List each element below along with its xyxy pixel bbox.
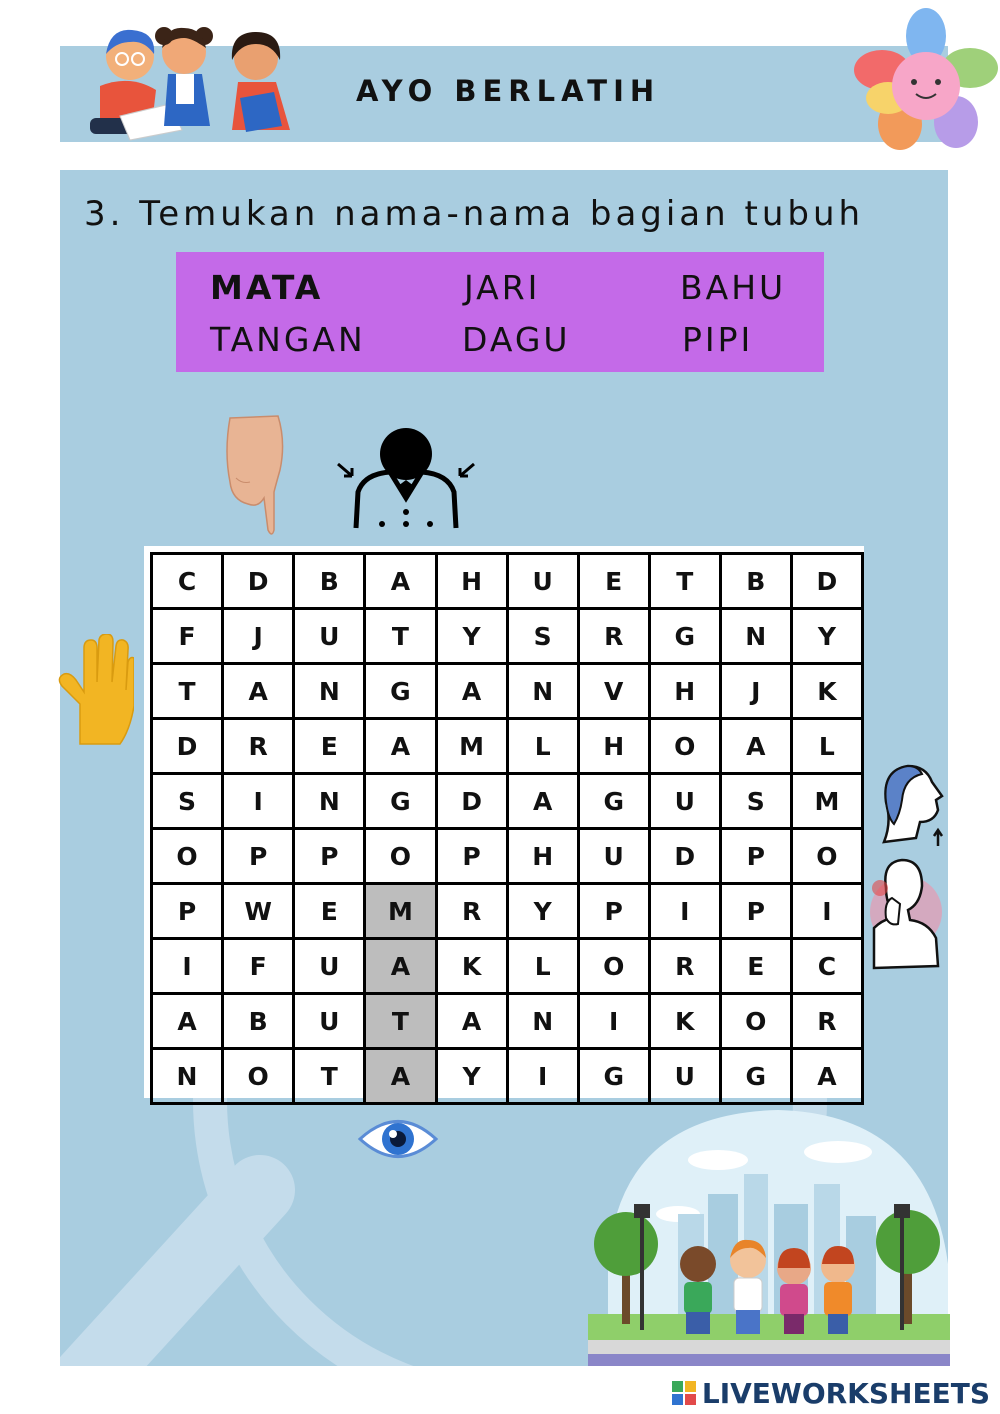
grid-cell[interactable]: I [649,884,720,939]
grid-row [152,994,863,1049]
grid-cell[interactable]: U [649,774,720,829]
grid-cell[interactable]: G [365,774,436,829]
eye-icon [356,1112,440,1166]
grid-cell[interactable]: I [223,774,294,829]
grid-cell[interactable]: A [365,554,436,609]
grid-cell[interactable]: A [223,664,294,719]
grid-cell[interactable]: L [791,719,862,774]
grid-row [152,664,863,719]
grid-cell[interactable]: H [436,554,507,609]
word-item: DAGU [462,320,571,359]
grid-cell[interactable]: D [649,829,720,884]
grid-cell[interactable]: P [720,884,791,939]
grid-cell[interactable]: A [436,994,507,1049]
grid-cell[interactable]: W [223,884,294,939]
grid-cell[interactable]: P [578,884,649,939]
word-bank [176,252,824,372]
liveworksheets-watermark [702,1377,990,1410]
grid-cell[interactable]: G [578,774,649,829]
grid-cell[interactable]: D [223,554,294,609]
grid-cell[interactable]: A [791,1049,862,1104]
grid-cell[interactable]: M [365,884,436,939]
grid-cell[interactable]: A [436,664,507,719]
grid-cell[interactable]: A [365,939,436,994]
kids-illustration [60,14,310,144]
grid-cell[interactable]: J [223,609,294,664]
grid-cell[interactable]: R [223,719,294,774]
grid-cell[interactable]: Y [507,884,578,939]
hand-icon [54,634,134,746]
grid-cell[interactable]: G [649,609,720,664]
grid-row [152,829,863,884]
grid-cell[interactable]: U [294,609,365,664]
word-item: MATA [210,268,324,307]
grid-cell[interactable]: P [223,829,294,884]
grid-cell[interactable]: R [436,884,507,939]
grid-cell[interactable]: S [720,774,791,829]
grid-cell[interactable]: H [507,829,578,884]
grid-cell[interactable]: O [720,994,791,1049]
grid-cell[interactable]: N [294,774,365,829]
flower-illustration [852,6,1000,156]
word-item: BAHU [680,268,787,307]
grid-cell[interactable]: I [152,939,223,994]
grid-cell[interactable]: S [152,774,223,829]
grid-cell[interactable]: B [294,554,365,609]
grid-cell[interactable]: V [578,664,649,719]
word-search-grid [144,546,864,1098]
grid-row [152,609,863,664]
grid-cell[interactable]: L [507,719,578,774]
grid-cell[interactable]: O [649,719,720,774]
grid-cell[interactable]: A [507,774,578,829]
grid-cell[interactable]: J [720,664,791,719]
grid-cell[interactable]: K [791,664,862,719]
liveworksheets-logo-icon [672,1381,696,1405]
grid-cell[interactable]: B [223,994,294,1049]
grid-cell[interactable]: T [649,554,720,609]
grid-cell[interactable]: P [294,829,365,884]
grid-cell[interactable]: A [365,1049,436,1104]
grid-cell[interactable]: I [578,994,649,1049]
grid-cell[interactable]: O [791,829,862,884]
finger-icon [222,412,292,538]
grid-cell[interactable]: Y [791,609,862,664]
grid-cell[interactable]: U [294,994,365,1049]
word-item: JARI [464,268,541,307]
grid-cell[interactable]: K [649,994,720,1049]
grid-cell[interactable]: N [294,664,365,719]
grid-cell[interactable]: O [578,939,649,994]
grid-cell[interactable]: P [436,829,507,884]
cheek-icon [862,858,946,970]
grid-cell[interactable]: N [720,609,791,664]
grid-row [152,884,863,939]
grid-cell[interactable]: G [720,1049,791,1104]
grid-cell[interactable]: G [365,664,436,719]
grid-cell[interactable]: S [507,609,578,664]
grid-cell[interactable]: N [507,994,578,1049]
grid-cell[interactable]: R [578,609,649,664]
grid-cell[interactable]: H [649,664,720,719]
grid-cell[interactable]: P [720,829,791,884]
grid-cell[interactable]: M [791,774,862,829]
grid-cell[interactable]: U [294,939,365,994]
grid-cell[interactable]: F [223,939,294,994]
grid-row [152,554,863,609]
grid-cell[interactable]: O [223,1049,294,1104]
grid-cell[interactable]: R [791,994,862,1049]
grid-cell[interactable]: A [152,994,223,1049]
park-illustration [588,1104,950,1366]
grid-row [152,719,863,774]
grid-cell[interactable]: E [720,939,791,994]
chin-icon [876,762,948,848]
grid-cell[interactable]: U [507,554,578,609]
grid-cell[interactable]: D [152,719,223,774]
letter-table [150,552,864,1105]
word-item: PIPI [682,320,754,359]
grid-cell[interactable]: N [152,1049,223,1104]
grid-cell[interactable]: E [294,884,365,939]
grid-cell[interactable]: T [365,994,436,1049]
watermark-text: LIVEWORKSHEETS [701,1377,990,1410]
grid-row [152,939,863,994]
grid-cell[interactable]: A [720,719,791,774]
grid-cell[interactable]: D [791,554,862,609]
grid-cell[interactable]: O [152,829,223,884]
grid-cell[interactable]: E [294,719,365,774]
grid-cell[interactable]: L [507,939,578,994]
grid-cell[interactable]: I [791,884,862,939]
grid-cell[interactable]: T [365,609,436,664]
grid-cell[interactable]: E [578,554,649,609]
word-item: TANGAN [210,320,366,359]
grid-cell[interactable]: P [152,884,223,939]
grid-cell[interactable]: H [578,719,649,774]
grid-row [152,1049,863,1104]
grid-cell[interactable]: T [152,664,223,719]
grid-row [152,774,863,829]
grid-cell[interactable]: U [649,1049,720,1104]
grid-cell[interactable]: K [436,939,507,994]
grid-cell[interactable]: O [365,829,436,884]
grid-cell[interactable]: M [436,719,507,774]
grid-cell[interactable]: T [294,1049,365,1104]
grid-cell[interactable]: G [578,1049,649,1104]
grid-cell[interactable]: I [507,1049,578,1104]
instruction-text: 3. Temukan nama-nama bagian tubuh [84,194,865,234]
grid-cell[interactable]: C [152,554,223,609]
grid-cell[interactable]: A [365,719,436,774]
page-title: AYO BERLATIH [356,74,661,108]
grid-cell[interactable]: D [436,774,507,829]
grid-cell[interactable]: R [649,939,720,994]
grid-cell[interactable]: Y [436,609,507,664]
grid-cell[interactable]: U [578,829,649,884]
grid-cell[interactable]: F [152,609,223,664]
grid-cell[interactable]: B [720,554,791,609]
shoulder-icon [334,420,482,532]
grid-cell[interactable]: C [791,939,862,994]
grid-cell[interactable]: Y [436,1049,507,1104]
grid-cell[interactable]: N [507,664,578,719]
